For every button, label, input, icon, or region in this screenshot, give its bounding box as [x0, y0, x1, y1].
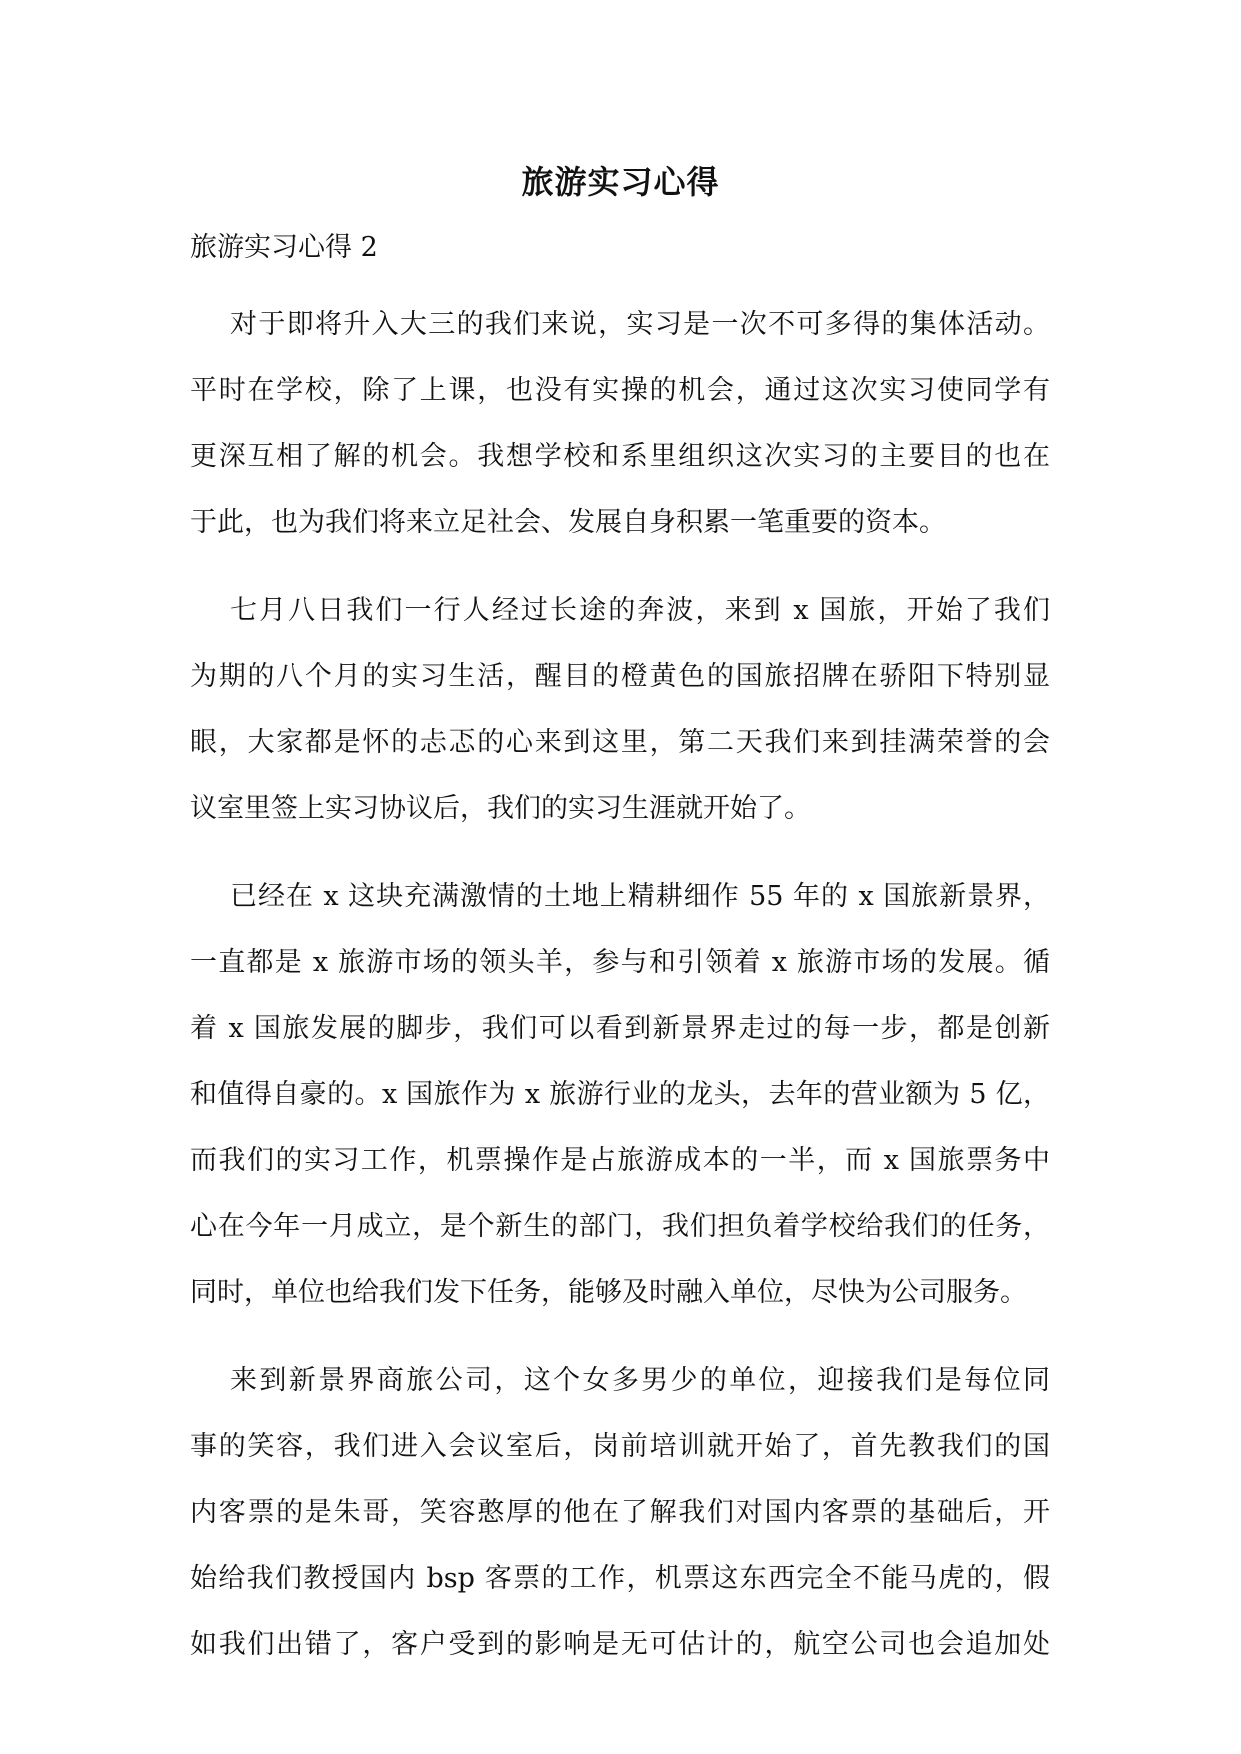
document-body: [190, 226, 1050, 1678]
paragraph-line: 而我们的实习工作，机票操作是占旅游成本的一半，而 x 国旅票务中: [190, 1145, 1050, 1176]
paragraph-line: 事的笑容，我们进入会议室后，岗前培训就开始了，首先教我们的国: [190, 1431, 1050, 1462]
paragraph-line: 一直都是 x 旅游市场的领头羊，参与和引领着 x 旅游市场的发展。循: [190, 947, 1050, 978]
paragraph-line: 内客票的是朱哥，笑容憨厚的他在了解我们对国内客票的基础后，开: [190, 1497, 1050, 1528]
paragraph-4: [190, 1348, 1050, 1678]
paragraph-line: 始给我们教授国内 bsp 客票的工作，机票这东西完全不能马虎的，假: [190, 1563, 1050, 1594]
paragraph-line: 于此，也为我们将来立足社会、发展自身积累一笔重要的资本。: [190, 507, 946, 538]
paragraph-line: 眼，大家都是怀的忐忑的心来到这里，第二天我们来到挂满荣誉的会: [190, 727, 1050, 758]
document-subtitle: 旅游实习心得 2: [190, 232, 378, 263]
paragraph-line: 和值得自豪的。x 国旅作为 x 旅游行业的龙头，去年的营业额为 5 亿，: [190, 1079, 1050, 1110]
paragraph-line: 更深互相了解的机会。我想学校和系里组织这次实习的主要目的也在: [190, 441, 1050, 472]
paragraph-line: 为期的八个月的实习生活，醒目的橙黄色的国旅招牌在骄阳下特别显: [190, 661, 1050, 692]
document-title: 旅游实习心得: [521, 163, 720, 201]
paragraph-line: 同时，单位也给我们发下任务，能够及时融入单位，尽快为公司服务。: [190, 1277, 1027, 1308]
paragraph-line: 如我们出错了，客户受到的影响是无可估计的，航空公司也会追加处: [190, 1629, 1050, 1660]
paragraph-3: [190, 864, 1050, 1326]
paragraph-line: 七月八日我们一行人经过长途的奔波，来到 x 国旅，开始了我们: [230, 595, 1050, 626]
paragraph-line: 来到新景界商旅公司，这个女多男少的单位，迎接我们是每位同: [230, 1365, 1050, 1396]
paragraph-1: [190, 292, 1050, 556]
paragraph-2: [190, 578, 1050, 842]
paragraph-line: 议室里签上实习协议后，我们的实习生涯就开始了。: [190, 793, 811, 824]
paragraph-line: 对于即将升入大三的我们来说，实习是一次不可多得的集体活动。: [230, 309, 1050, 340]
paragraph-line: 心在今年一月成立，是个新生的部门，我们担负着学校给我们的任务，: [190, 1211, 1050, 1242]
paragraph-line: 着 x 国旅发展的脚步，我们可以看到新景界走过的每一步，都是创新: [190, 1013, 1050, 1044]
paragraph-line: 已经在 x 这块充满激情的土地上精耕细作 55 年的 x 国旅新景界，: [230, 881, 1050, 912]
paragraph-line: 平时在学校，除了上课，也没有实操的机会，通过这次实习使同学有: [190, 375, 1050, 406]
